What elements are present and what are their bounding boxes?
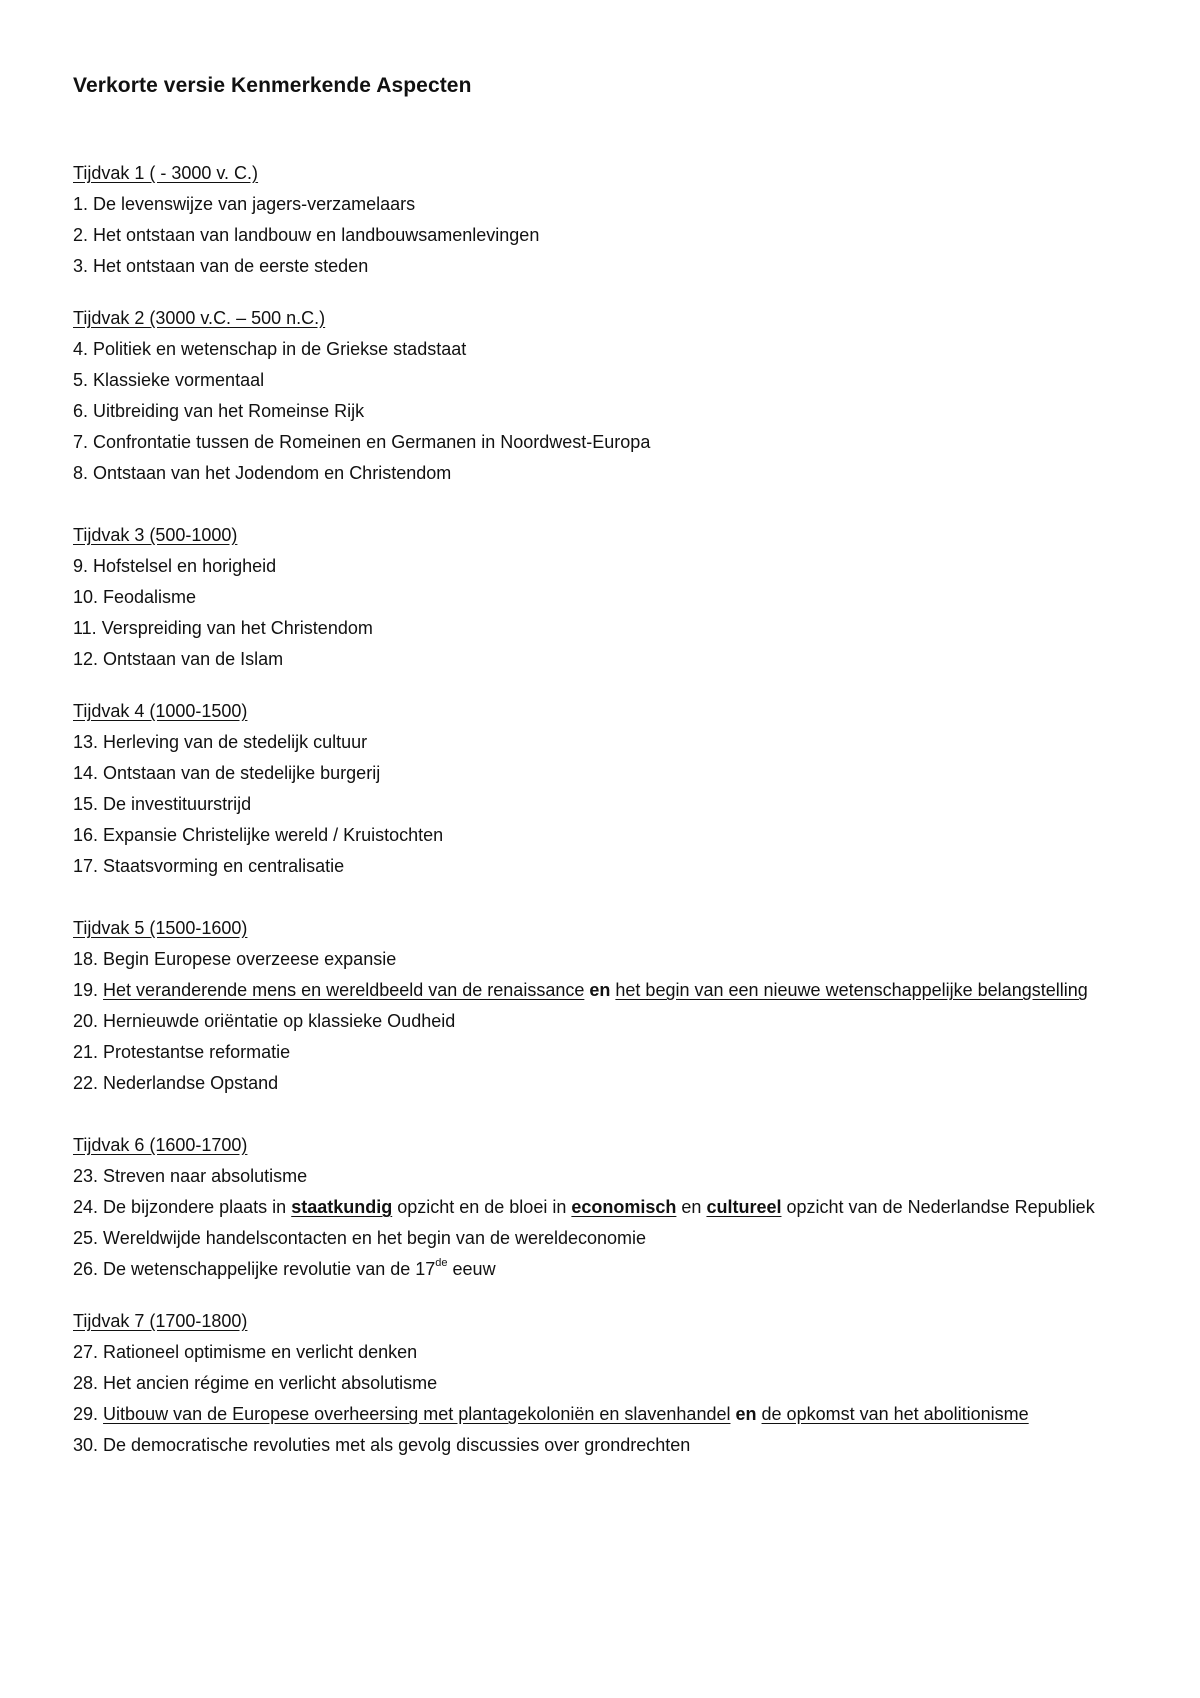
section-heading: Tijdvak 7 (1700-1800) [73, 1311, 248, 1331]
list-item: 23. Streven naar absolutisme [73, 1166, 308, 1186]
list-item: 27. Rationeel optimisme en verlicht denken [73, 1342, 418, 1362]
list-item: 28. Het ancien régime en verlicht absolutisme [73, 1373, 438, 1393]
item-text: De bijzondere plaats in [103, 1197, 287, 1217]
list-item: 8. Ontstaan van het Jodendom en Christendom [73, 463, 452, 483]
section-heading: Tijdvak 5 (1500-1600) [73, 918, 248, 938]
underlined-phrase: het begin van een nieuwe wetenschappelijke belangstelling [615, 980, 1088, 1000]
section-tijdvak-3 [73, 520, 1133, 675]
list-item: 18. Begin Europese overzeese expansie [73, 949, 397, 969]
emphasized-word: cultureel [706, 1197, 782, 1217]
list-item: 30. De democratische revoluties met als gevolg discussies over grondrechten [73, 1435, 691, 1455]
section-heading: Tijdvak 2 (3000 v.C. – 500 n.C.) [73, 308, 326, 328]
list-item: 13. Herleving van de stedelijk cultuur [73, 732, 368, 752]
section-heading: Tijdvak 3 (500-1000) [73, 525, 238, 545]
joiner-word: en [589, 980, 611, 1000]
item-number: 29. [73, 1404, 99, 1424]
list-item: 25. Wereldwijde handelscontacten en het begin van de wereldeconomie [73, 1228, 647, 1248]
section-heading: Tijdvak 6 (1600-1700) [73, 1135, 248, 1155]
list-item [73, 1254, 1133, 1285]
item-text: eeuw [452, 1259, 496, 1279]
list-item: 3. Het ontstaan van de eerste steden [73, 256, 369, 276]
section-tijdvak-4 [73, 696, 1133, 882]
emphasized-word: economisch [571, 1197, 677, 1217]
section-tijdvak-7 [73, 1306, 1133, 1461]
list-item: 12. Ontstaan van de Islam [73, 649, 284, 669]
list-item: 15. De investituurstrijd [73, 794, 252, 814]
list-item: 20. Hernieuwde oriëntatie op klassieke Oudheid [73, 1011, 456, 1031]
section-heading: Tijdvak 4 (1000-1500) [73, 701, 248, 721]
emphasized-word: staatkundig [291, 1197, 393, 1217]
list-item: 22. Nederlandse Opstand [73, 1073, 279, 1093]
list-item: 10. Feodalisme [73, 587, 197, 607]
list-item: 9. Hofstelsel en horigheid [73, 556, 277, 576]
document-body [73, 158, 1133, 1461]
section-tijdvak-1 [73, 158, 1133, 282]
item-number: 24. [73, 1197, 99, 1217]
list-item: 14. Ontstaan van de stedelijke burgerij [73, 763, 381, 783]
document-title: Verkorte versie Kenmerkende Aspecten [73, 74, 472, 97]
list-item [73, 1192, 1133, 1223]
section-tijdvak-5 [73, 913, 1133, 1099]
underlined-phrase: Uitbouw van de Europese overheersing met plantagekoloniën en slavenhandel [103, 1404, 731, 1424]
list-item: 16. Expansie Christelijke wereld / Kruistochten [73, 825, 444, 845]
item-text: opzicht en de bloei in [397, 1197, 567, 1217]
section-heading: Tijdvak 1 ( - 3000 v. C.) [73, 163, 259, 183]
list-item: 7. Confrontatie tussen de Romeinen en Germanen in Noordwest-Europa [73, 432, 651, 452]
list-item: 5. Klassieke vormentaal [73, 370, 265, 390]
list-item: 21. Protestantse reformatie [73, 1042, 291, 1062]
list-item: 6. Uitbreiding van het Romeinse Rijk [73, 401, 365, 421]
item-text: en [681, 1197, 702, 1217]
item-number: 26. [73, 1259, 99, 1279]
list-item: 4. Politiek en wetenschap in de Griekse stadstaat [73, 339, 467, 359]
list-item: 1. De levenswijze van jagers-verzamelaars [73, 194, 416, 214]
section-tijdvak-6 [73, 1130, 1133, 1285]
list-item [73, 975, 1133, 1006]
item-text: De wetenschappelijke revolutie van de 17 [103, 1259, 436, 1279]
list-item: 11. Verspreiding van het Christendom [73, 618, 373, 638]
list-item: 17. Staatsvorming en centralisatie [73, 856, 345, 876]
joiner-word: en [735, 1404, 757, 1424]
item-text: opzicht van de Nederlandse Republiek [786, 1197, 1095, 1217]
section-tijdvak-2 [73, 303, 1133, 489]
list-item [73, 1399, 1133, 1430]
list-item: 2. Het ontstaan van landbouw en landbouwsamenlevingen [73, 225, 540, 245]
underlined-phrase: de opkomst van het abolitionisme [761, 1404, 1029, 1424]
underlined-phrase: Het veranderende mens en wereldbeeld van de renaissance [103, 980, 585, 1000]
superscript: de [435, 1257, 448, 1269]
item-number: 19. [73, 980, 99, 1000]
